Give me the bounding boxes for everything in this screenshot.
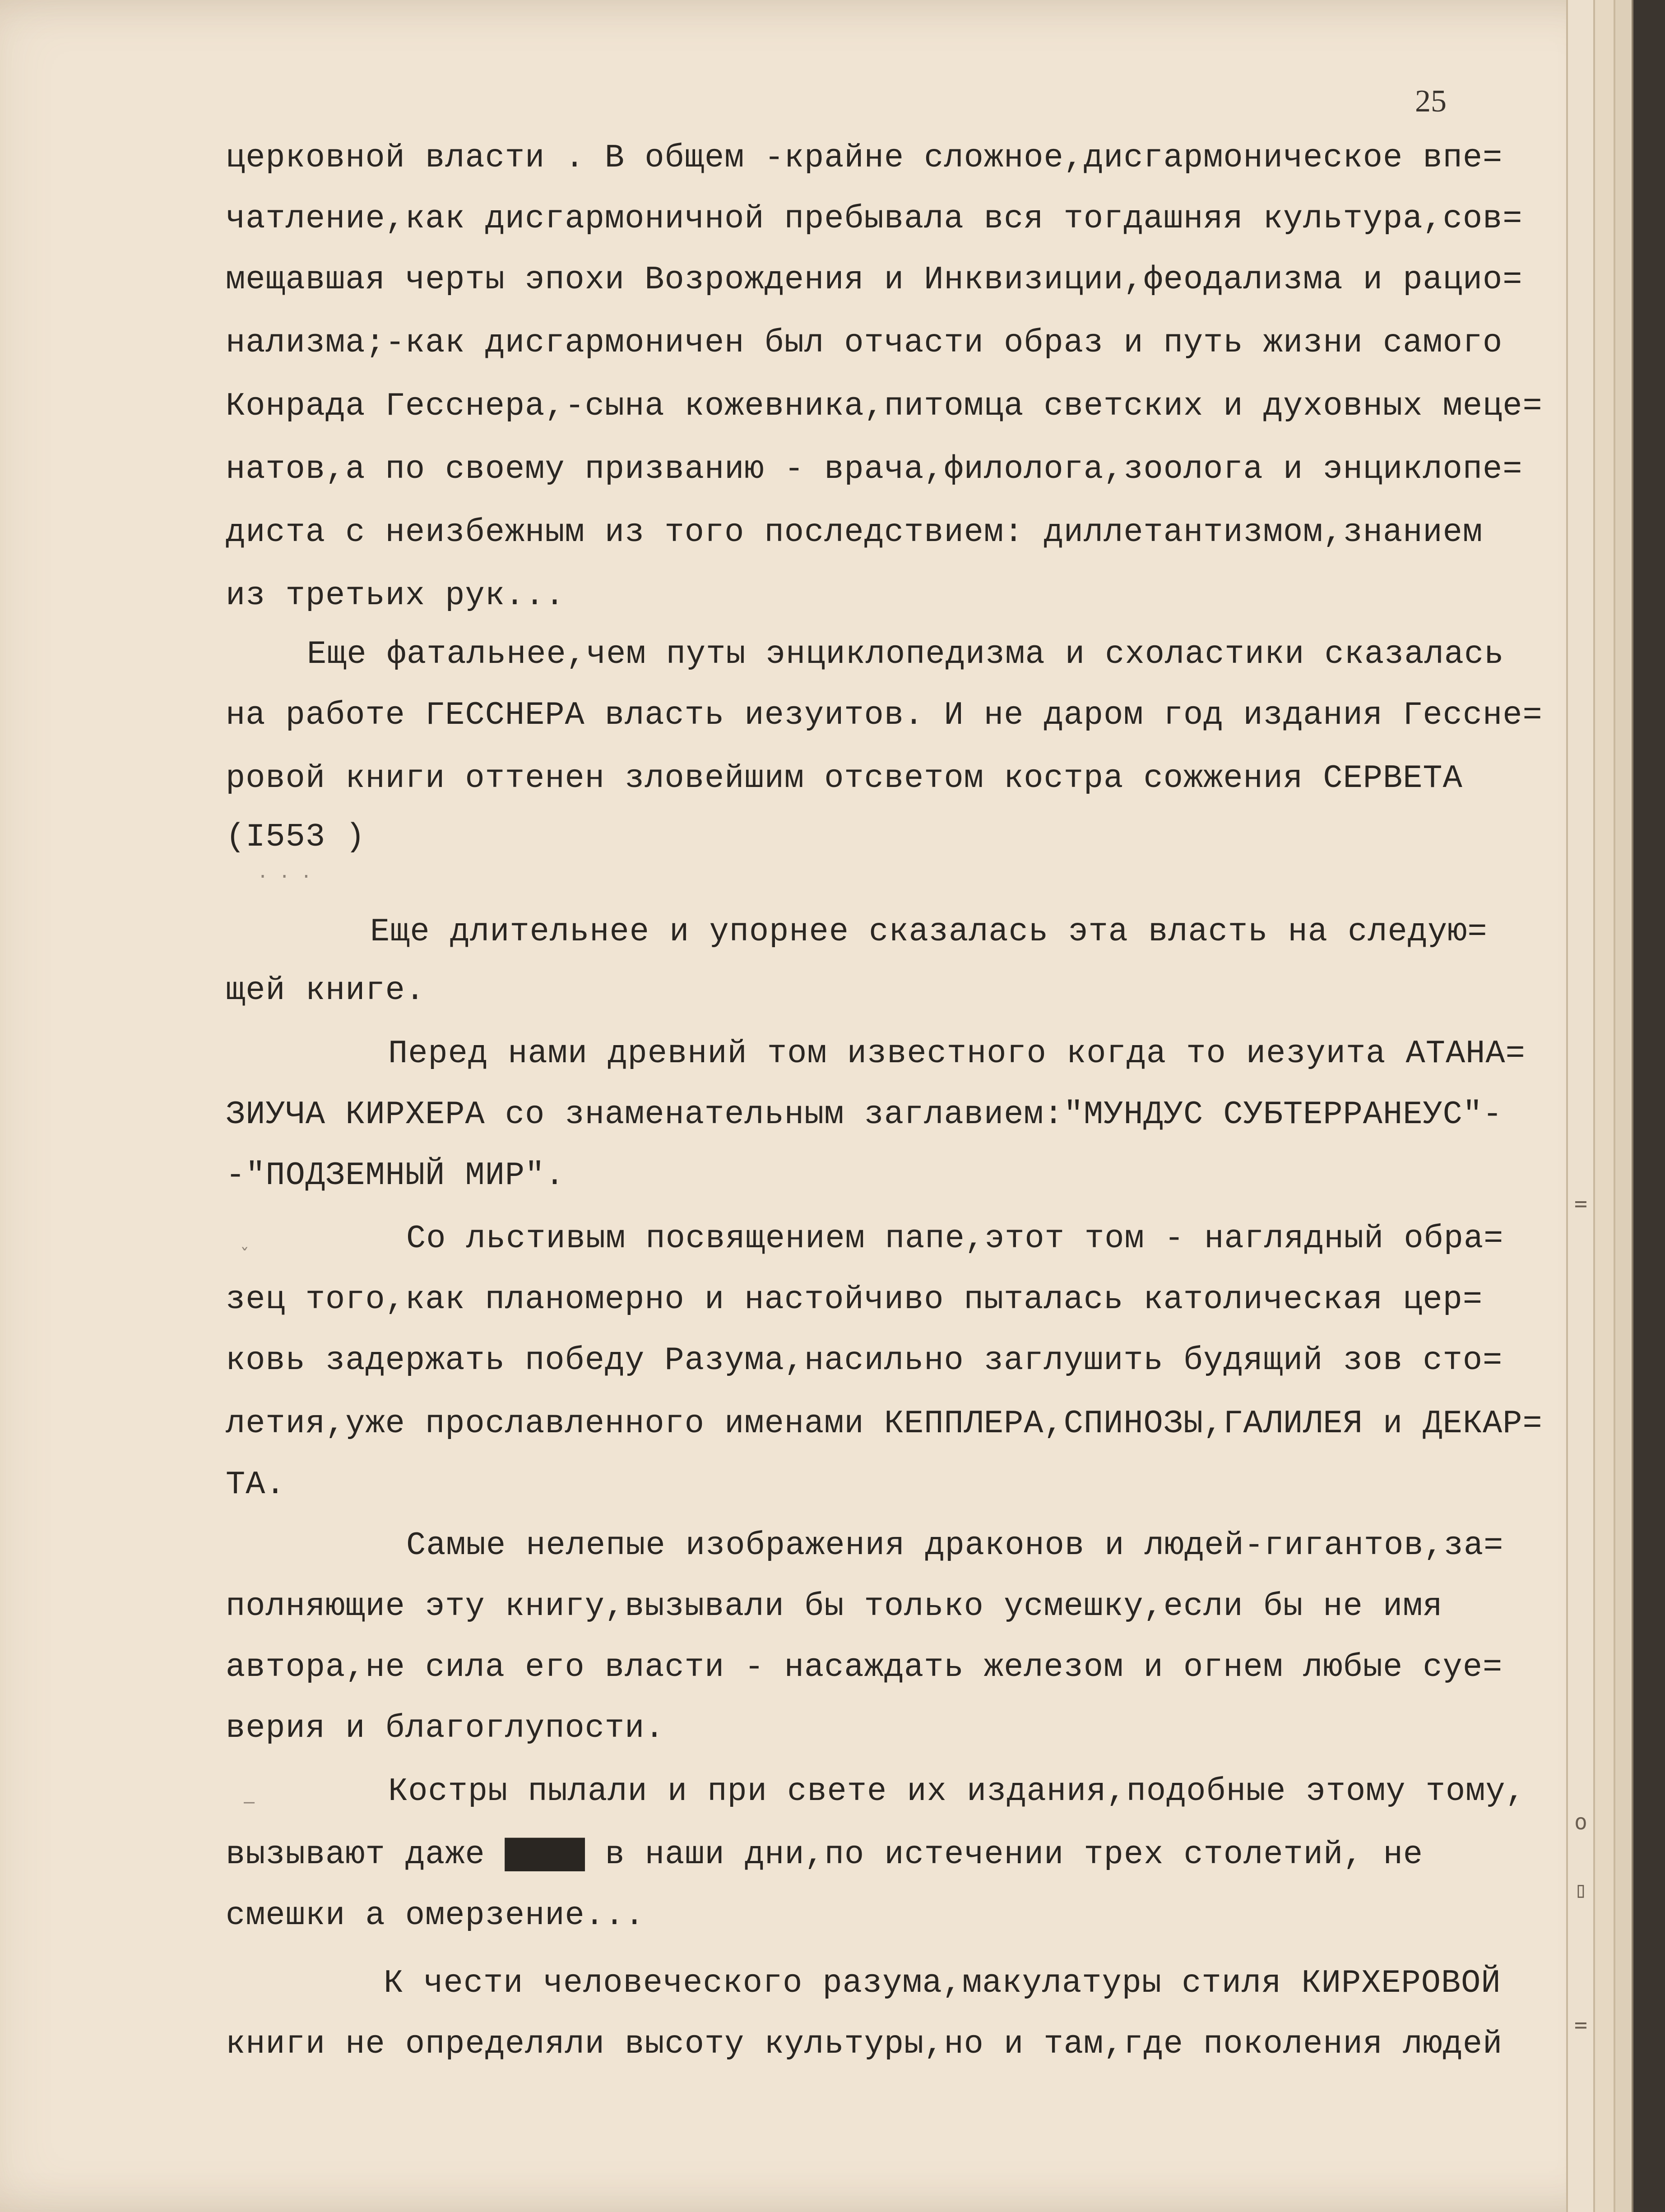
page-number: 25	[1415, 84, 1447, 119]
text-line: ТА.	[226, 1466, 286, 1503]
ink-smudge: ˇ	[239, 1245, 250, 1266]
text-line: полняющие эту книгу,вызывали бы только усмешку,если бы не имя	[226, 1588, 1443, 1625]
text-line: Костры пылали и при свете их издания,подобные этому тому,	[388, 1773, 1526, 1810]
text-line: зец того,как планомерно и настойчиво пыталась католическая цер=	[226, 1281, 1483, 1318]
ink-smudge: · · ·	[257, 866, 312, 887]
page-edge	[1632, 0, 1665, 2212]
text-line: диста с неизбежным из того последствием: диллетантизмом,знанием	[226, 514, 1483, 551]
edge-mark: =	[1574, 2013, 1587, 2038]
text-line: чатление,как дисгармоничной пребывала вся тогдашняя культура,сов=	[226, 200, 1523, 237]
text-line: мещавшая черты эпохи Возрождения и Инквизиции,феодализма и рацио=	[226, 261, 1523, 298]
text-line: Перед нами древний том известного когда то иезуита АТАНА=	[388, 1035, 1526, 1072]
text-line: К чести человеческого разума,макулатуры стиля КИРХЕРОВОЙ	[384, 1965, 1501, 2002]
text-line: летия,уже прославленного именами КЕППЛЕРА,СПИНОЗЫ,ГАЛИЛЕЯ и ДЕКАР=	[226, 1405, 1543, 1442]
text-line: автора,не сила его власти - насаждать железом и огнем любые суе=	[226, 1649, 1503, 1686]
text-line: на работе ГЕССНЕРА власть иезуитов. И не даром год издания Гессне=	[226, 697, 1543, 734]
text-line: ЗИУЧА КИРХЕРА со знаменательным заглавием:"МУНДУС СУБТЕРРАНЕУС"-	[226, 1096, 1503, 1133]
text-line: вызывают даже ▇▇▇▇ в наши дни,по истечении трех столетий, не	[226, 1836, 1423, 1873]
text-line: ковь задержать победу Разума,насильно заглушить будящий зов сто=	[226, 1342, 1503, 1379]
edge-mark: o	[1574, 1809, 1587, 1835]
text-line: Самые нелепые изображения драконов и людей-гигантов,за=	[406, 1527, 1504, 1564]
text-line: Конрада Гесснера,-сына кожевника,питомца светских и духовных меце=	[226, 388, 1543, 425]
ink-smudge: —	[244, 1791, 255, 1812]
text-line: из третьих рук...	[226, 577, 565, 614]
text-line: церковной власти . В общем -крайне сложное,дисгармоническое впе=	[226, 139, 1503, 176]
page-edge	[1593, 0, 1615, 2212]
text-line: -"ПОДЗЕМНЫЙ МИР".	[226, 1157, 565, 1194]
text-line: щей книге.	[226, 972, 426, 1009]
edge-mark: ▯	[1574, 1877, 1587, 1902]
text-line: Со льстивым посвящением папе,этот том - наглядный обра=	[406, 1220, 1504, 1257]
page-edge	[1614, 0, 1633, 2212]
text-line: ровой книги оттенен зловейшим отсветом костра сожжения СЕРВЕТА	[226, 760, 1463, 797]
text-line: натов,а по своему призванию - врача,филолога,зоолога и энциклопе=	[226, 451, 1523, 488]
text-line: книги не определяли высоту культуры,но и там,где поколения людей	[226, 2026, 1503, 2063]
text-line: (I553 )	[226, 819, 366, 856]
text-line: Еще фатальнее,чем путы энциклопедизма и схоластики сказалась	[307, 636, 1504, 673]
text-line: нализма;-как дисгармоничен был отчасти образ и путь жизни самого	[226, 324, 1503, 361]
text-line: верия и благоглупости.	[226, 1710, 665, 1747]
text-line: смешки а омерзение...	[226, 1897, 645, 1934]
text-line: Еще длительнее и упорнее сказалась эта власть на следую=	[370, 913, 1488, 950]
edge-mark: =	[1574, 1191, 1587, 1217]
